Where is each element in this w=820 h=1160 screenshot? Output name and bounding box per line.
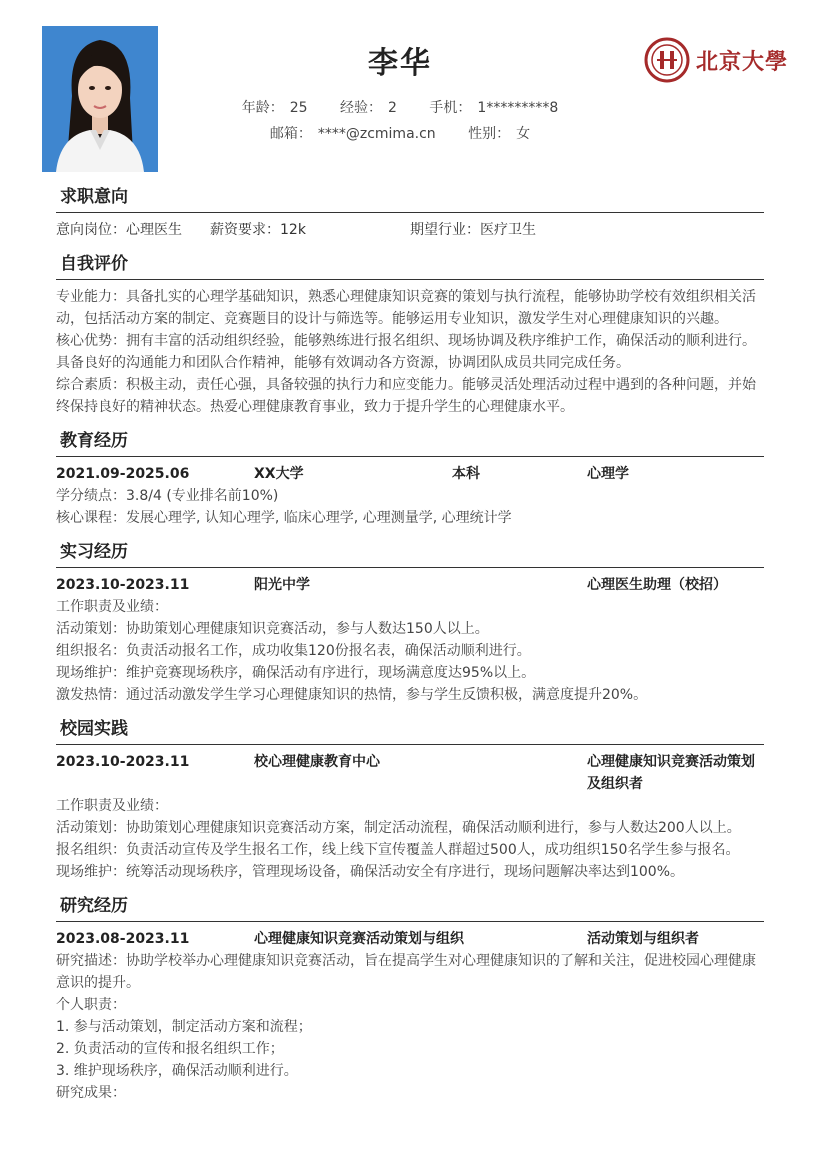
section-title: 校园实践	[56, 718, 764, 745]
university-seal-icon	[644, 37, 690, 83]
self-eval-paragraph: 综合素质：积极主动，责任心强，具备较强的执行力和应变能力。能够灵活处理活动过程中遇到的各种问题，并始终保持良好的精神状态。热爱心理健康教育事业，致力于提升学生的心理健康水平。	[56, 377, 756, 415]
research-project: 心理健康知识竞赛活动策划与组织	[254, 931, 464, 947]
internship-period: 2023.10-2023.11	[56, 577, 190, 593]
section-campus	[56, 718, 764, 883]
education-period: 2021.09-2025.06	[56, 466, 190, 482]
education-line: 学分绩点：3.8/4 (专业排名前10%)	[56, 488, 279, 504]
internship-line: 工作职责及业绩：	[56, 599, 168, 615]
experience-field: 经验： 2	[340, 100, 397, 116]
education-line: 核心课程：发展心理学, 认知心理学, 临床心理学, 心理测量学, 心理统计学	[56, 510, 512, 526]
email-field: 邮箱： ****@zcmima.cn	[269, 126, 436, 142]
research-line: 2. 负责活动的宣传和报名组织工作；	[56, 1041, 284, 1057]
campus-line: 现场维护：统筹活动现场秩序，管理现场设备，确保活动安全有序进行，现场问题解决率达到100%。	[56, 864, 685, 880]
avatar-photo	[42, 26, 158, 172]
candidate-name: 李华	[368, 46, 432, 81]
internship-line: 活动策划：协助策划心理健康知识竞赛活动，参与人数达150人以上。	[56, 621, 489, 637]
research-line: 个人职责：	[56, 997, 126, 1013]
section-research	[56, 895, 764, 1104]
intent-industry: 期望行业：医疗卫生	[410, 222, 536, 238]
self-eval-paragraph: 核心优势：拥有丰富的活动组织经验，能够熟练进行报名组织、现场协调及秩序维护工作，确保活动的顺利进行。具备良好的沟通能力和团队合作精神，能够有效调动各方资源，协调团队成员共同完成任务。	[56, 333, 756, 371]
research-period: 2023.08-2023.11	[56, 931, 190, 947]
resume-content	[56, 186, 764, 1116]
university-name: 北京大學	[696, 48, 789, 75]
internship-line: 现场维护：维护竞赛现场秩序，确保活动有序进行，现场满意度达95%以上。	[56, 665, 536, 681]
internship-role: 心理医生助理（校招）	[587, 577, 727, 593]
education-school: XX大学	[254, 466, 304, 482]
campus-period: 2023.10-2023.11	[56, 754, 190, 770]
campus-role: 心理健康知识竞赛活动策划及组织者	[587, 754, 755, 792]
section-intent	[56, 186, 764, 241]
internship-org: 阳光中学	[254, 577, 310, 593]
campus-org: 校心理健康教育中心	[254, 754, 380, 770]
phone-field: 手机： 1*********8	[429, 100, 559, 116]
research-line: 研究描述：协助学校举办心理健康知识竞赛活动，旨在提高学生对心理健康知识的了解和关注，促进校园心理健康意识的提升。	[56, 953, 756, 991]
intent-position: 意向岗位：心理医生	[56, 222, 182, 238]
section-title: 研究经历	[56, 895, 764, 922]
internship-line: 激发热情：通过活动激发学生学习心理健康知识的热情，参与学生反馈积极，满意度提升20%。	[56, 687, 648, 703]
internship-line: 组织报名：负责活动报名工作，成功收集120份报名表，确保活动顺利进行。	[56, 643, 531, 659]
info-line-2	[160, 123, 640, 143]
info-line-1	[160, 97, 640, 117]
campus-header-row	[56, 751, 764, 795]
research-line: 1. 参与活动策划，制定活动方案和流程；	[56, 1019, 312, 1035]
section-title: 自我评价	[56, 253, 764, 280]
research-line: 研究成果：	[56, 1085, 126, 1101]
section-title: 求职意向	[56, 186, 764, 213]
campus-line: 工作职责及业绩：	[56, 798, 168, 814]
education-header-row	[56, 463, 764, 485]
education-major: 心理学	[587, 466, 629, 482]
research-header-row	[56, 928, 764, 950]
section-self-eval	[56, 253, 764, 418]
section-education	[56, 430, 764, 529]
intent-row	[56, 219, 764, 241]
intent-salary: 薪资要求：12k	[210, 222, 306, 238]
section-internship	[56, 541, 764, 706]
age-field: 年龄： 25	[241, 100, 308, 116]
university-logo	[644, 36, 794, 84]
research-role: 活动策划与组织者	[587, 931, 699, 947]
campus-line: 活动策划：协助策划心理健康知识竞赛活动方案，制定活动流程，确保活动顺利进行，参与人数达200人以上。	[56, 820, 741, 836]
campus-line: 报名组织：负责活动宣传及学生报名工作，线上线下宣传覆盖人群超过500人，成功组织150名学生参与报名。	[56, 842, 740, 858]
education-degree: 本科	[452, 466, 480, 482]
self-eval-paragraph: 专业能力：具备扎实的心理学基础知识，熟悉心理健康知识竞赛的策划与执行流程，能够协助学校有效组织相关活动，包括活动方案的制定、竞赛题目的设计与筛选等。能够运用专业知识，激发学生对心理健康知识的兴趣。	[56, 289, 756, 327]
gender-field: 性别： 女	[468, 126, 531, 142]
section-title: 教育经历	[56, 430, 764, 457]
internship-header-row	[56, 574, 764, 596]
research-line: 3. 维护现场秩序，确保活动顺利进行。	[56, 1063, 298, 1079]
section-title: 实习经历	[56, 541, 764, 568]
